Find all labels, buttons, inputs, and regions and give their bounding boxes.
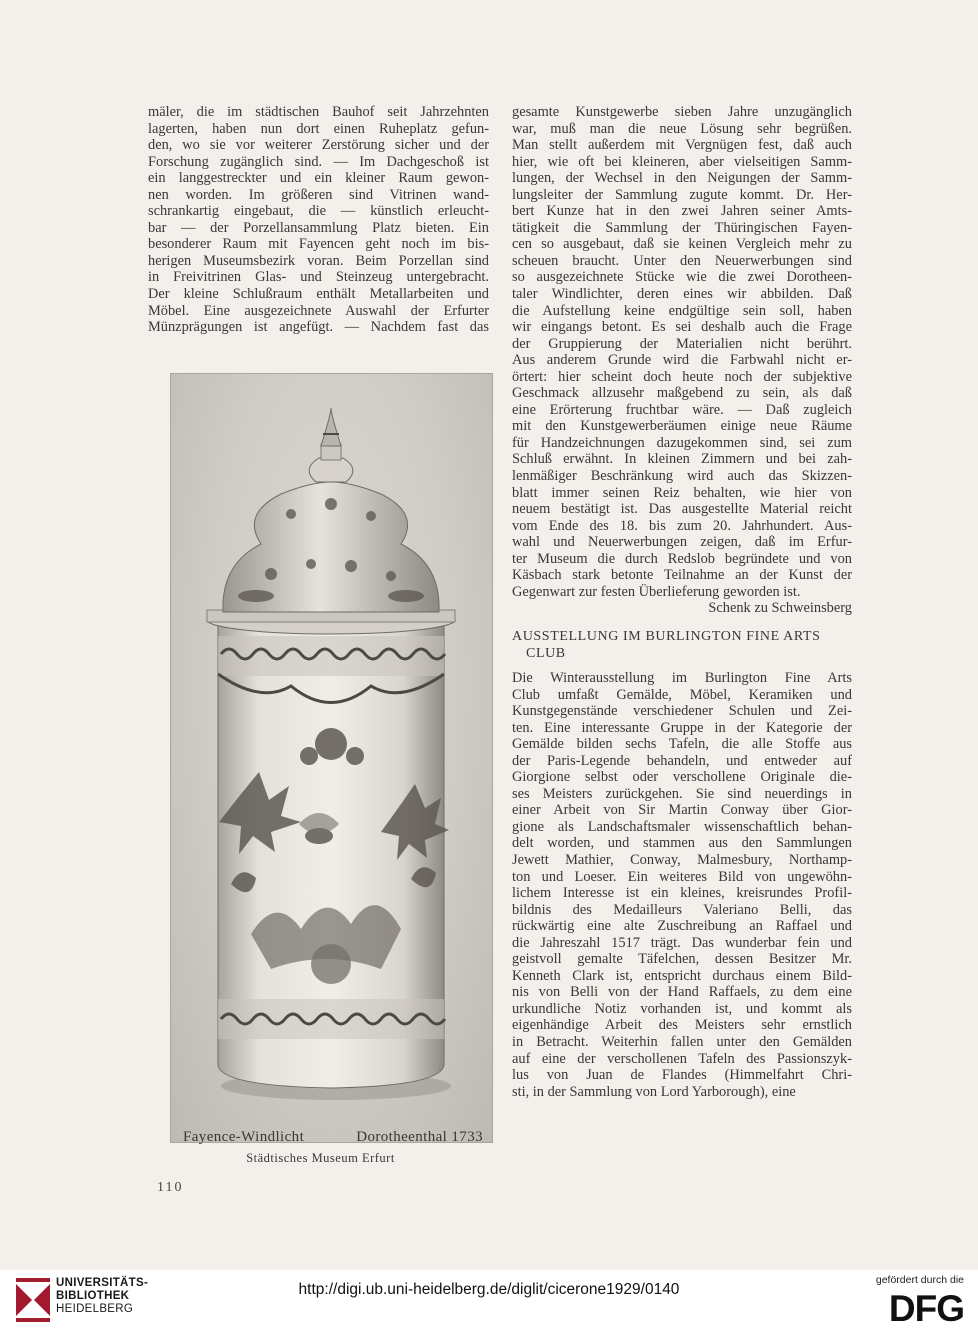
library-name-line3: HEIDELBERG (56, 1303, 134, 1315)
text-line: die Aufstellung keine endgültige sein soll, haben (512, 302, 852, 319)
faience-lantern-image (171, 374, 492, 1142)
figure-caption (183, 1129, 483, 1146)
text-line: auf eine der verschollenen Tafeln des Passionszyk- (512, 1050, 852, 1067)
article-continuation (512, 104, 852, 600)
library-name-line2: BIBLIOTHEK (56, 1290, 130, 1302)
source-url-link[interactable]: http://digi.ub.uni-heidelberg.de/diglit/cicerone1929/0140 (298, 1281, 680, 1298)
text-line: lichem Interesse ist ein kleines, kreisrundes Profil- (512, 885, 852, 902)
text-line: ein langgestreckter und ein kleiner Raum gewon- (148, 170, 489, 187)
text-line: lus von Juan de Flandes (Himmelfahrt Chri- (512, 1067, 852, 1084)
text-line: der Gruppierung der Materialien nicht berührt. (512, 335, 852, 352)
text-line: lungsleiter der Sammlung zugute kommt. Dr. Her- (512, 186, 852, 203)
text-line: Forschung zugänglich sind. — Im Dachgeschoß ist (148, 153, 489, 170)
text-line: hier, wie oft bei kleineren, aber vielseitigen Samm- (512, 153, 852, 170)
text-line: ter Museum die durch Redslob begründete und von (512, 550, 852, 567)
text-line: den, wo sie vor weiterer Zerstörung sicher und der (148, 137, 489, 154)
text-line: Käsbach stark betonte Teilnahme an der Kunst der (512, 567, 852, 584)
text-line: Gegenwart zur festen Überlieferung geworden ist. (512, 583, 801, 600)
text-line: bar — der Porzellansammlung Platz bieten. Ein (148, 219, 489, 236)
text-line: Die Winterausstellung im Burlington Fine Arts (512, 669, 852, 686)
text-line: Club umfaßt Gemälde, Möbel, Keramiken und (512, 686, 852, 703)
text-line: mit den Kunstgewerberäumen einige neue Räume (512, 418, 852, 435)
dfg-logo: DFG (888, 1288, 964, 1329)
text-line: in Freivitrinen Glas- und Steinzeug untergebracht. (148, 269, 489, 286)
text-line: Jewett Mathier, Conway, Malmesbury, Northamp- (512, 851, 852, 868)
text-line: vom Ende des 18. bis zum 20. Jahrhundert. Aus- (512, 517, 852, 534)
text-line: örtert: hier scheint doch heute noch der subjektive (512, 368, 852, 385)
text-line: sti, in der Sammlung von Lord Yarborough), eine (512, 1083, 796, 1100)
text-line: Gemälde bilden sechs Tafeln, die alle Stoffe aus (512, 736, 852, 753)
text-line: bildnis des Medailleurs Valeriano Belli, das (512, 901, 852, 918)
text-line: die Jahreszahl 1517 trägt. Das wunderbar fein und (512, 934, 852, 951)
text-line: neuem bestätigt ist. Das ausgestellte Material reicht (512, 501, 852, 518)
text-line: Man stellt außerdem mit Vergnügen fest, daß auch (512, 137, 852, 154)
text-line: eine Erörterung fruchtbar wäre. — Daß zugleich (512, 401, 852, 418)
text-line: Der kleine Schlußraum enthält Metallarbeiten und (148, 286, 489, 303)
text-line: rückwärtig eine alte Zuschreibung an Raffael und (512, 918, 852, 935)
text-line: delt worden, und stammen aus den Sammlungen (512, 835, 852, 852)
text-line: herigen Museumsbezirk voran. Beim Porzellan sind (148, 252, 489, 269)
text-line: cen so ausgebaut, daß sie keinen Vergleich mehr zu (512, 236, 852, 253)
section-heading (512, 628, 852, 662)
text-line: wahl und Neuerwerbungen zeigen, daß im Erfur- (512, 534, 852, 551)
text-line: ses Meisters zurückgehen. Sie sind neuerdings in (512, 785, 852, 802)
text-line: Kenneth Clark ist, entspricht durchaus einem Bild- (512, 967, 852, 984)
text-line: ten. Eine interessante Gruppe in der Kategorie der (512, 719, 852, 736)
text-line: taler Windlichter, deren eines wir abbilden. Daß (512, 286, 852, 303)
right-text-column (512, 104, 852, 1100)
text-line: einer Arbeit von Sir Martin Conway über Gior- (512, 802, 852, 819)
funding-label: gefördert durch die (875, 1274, 964, 1286)
text-line: nen worden. Im größeren sind Vitrinen wand- (148, 186, 489, 203)
caption-title: Fayence-Windlicht (183, 1129, 305, 1145)
burlington-article (512, 670, 852, 1100)
text-line: besonderer Raum mit Fayencen geht noch im bis- (148, 236, 489, 253)
text-line: so ausgezeichnete Stücke wie die zwei Dorotheen- (512, 269, 852, 286)
author-signature: Schenk zu Schweinsberg (708, 600, 852, 617)
text-line: Münzprägungen ist angefügt. — Nachdem fast das (148, 319, 489, 336)
text-line: Möbel. Eine ausgezeichnete Auswahl der Erfurter (148, 302, 489, 319)
text-line: urkundliche Notiz vorhanden ist, und kommt als (512, 1000, 852, 1017)
text-line: gione als Landschaftsmaler wissenschaftlich behan- (512, 818, 852, 835)
text-line: lagerten, haben nun dort einen Ruheplatz gefun- (148, 120, 489, 137)
text-line: für Handzeichnungen dazugekommen sind, sei zum (512, 434, 852, 451)
section-heading-line2: CLUB (526, 645, 566, 661)
caption-museum: Städtisches Museum Erfurt (246, 1151, 395, 1165)
text-line: in Betracht. Weiterhin fallen unter den Gemälden (512, 1033, 852, 1050)
library-name-line1: UNIVERSITÄTS- (56, 1277, 149, 1289)
text-line: tätigkeit die Sammlung der Thüringischen Fayen- (512, 219, 852, 236)
text-line: nis von Belli von der Hand Raffaels, zu dem eine (512, 984, 852, 1001)
text-line: bert Kunze hat in den zwei Jahren seiner Amts- (512, 203, 852, 220)
left-text-column (148, 104, 489, 336)
text-line: eigenhändige Arbeit des Meisters sehr ernstlich (512, 1017, 852, 1034)
vase-photograph (170, 373, 493, 1143)
text-line: Giorgione selbst oder verschollene Originale die- (512, 769, 852, 786)
text-line: scheuen braucht. Unter den Neuerwerbungen sind (512, 252, 852, 269)
text-line: geistvoll gemalte Täfelchen, dessen Besitzer Mr. (512, 951, 852, 968)
section-heading-line1: AUSSTELLUNG IM BURLINGTON FINE ARTS (512, 628, 821, 644)
text-line: wir eingangs betont. Es sei deshalb auch die Frage (512, 319, 852, 336)
text-line: blatt immer seinen Reiz behalten, wie hier von (512, 484, 852, 501)
page-number: 110 (157, 1180, 184, 1195)
text-line: gesamte Kunstgewerbe sieben Jahre unzugänglich (512, 104, 852, 120)
footer-bar (0, 1270, 978, 1335)
text-line: der Paris-Legende behandeln, und entweder auf (512, 752, 852, 769)
text-line: mäler, die im städtischen Bauhof seit Jahrzehnten (148, 104, 489, 120)
text-line: Geschmack allzusehr maßgebend zu sein, als daß (512, 385, 852, 402)
text-line: lungen, der Wechsel in den Neigungen der Samm- (512, 170, 852, 187)
text-line: Aus anderem Grunde wird die Farbwahl nicht er- (512, 352, 852, 369)
text-line: ton und Loeser. Ein weiteres Bild von ungewöhn- (512, 868, 852, 885)
caption-date: Dorotheenthal 1733 (356, 1129, 483, 1145)
text-line: lenmäßiger Beschränkung wird auch das Skizzen- (512, 468, 852, 485)
text-line: schrankartig eingebaut, die — künstlich erleucht- (148, 203, 489, 220)
text-line: war, muß man die neue Lösung sehr begrüßen. (512, 120, 852, 137)
text-line: Schluß erwähnt. In kleinen Zimmern und bei zah- (512, 451, 852, 468)
text-line: Kunstgegenstände verschiedener Schulen und Zei- (512, 703, 852, 720)
